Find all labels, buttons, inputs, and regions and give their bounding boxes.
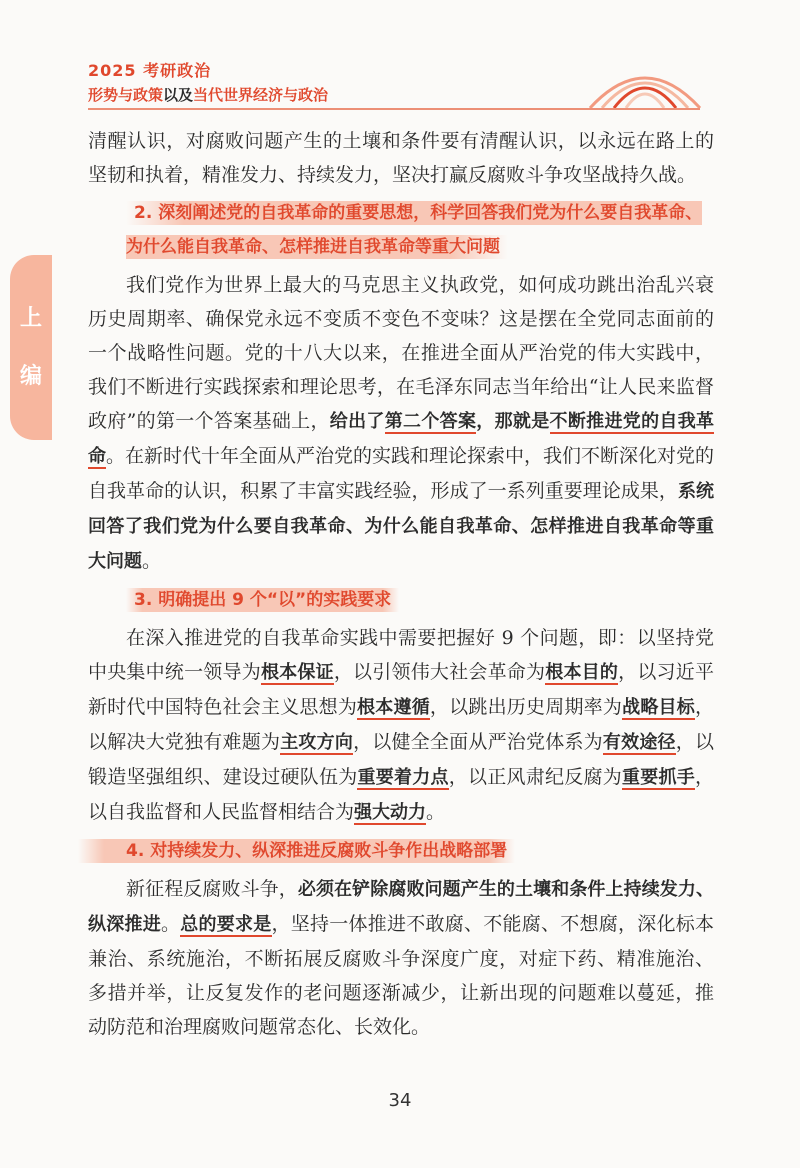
p4-bold-1: 必须在铲除腐败问题产生的土壤和条件上持续发力、纵深推进 (88, 879, 714, 935)
p3-text-2: ，以引领伟大社会革命为 (333, 661, 546, 683)
book-subtitle (88, 84, 328, 105)
p3-text-5: ，以解决大党独有难题为 (88, 696, 714, 753)
p3-text-3: ，以习近平新时代中国特色社会主义思想为 (88, 661, 714, 718)
heading-4 (88, 834, 714, 868)
p4-text-3: ，坚持一体推进不敢腐、不能腐、不想腐，深化标本兼治、系统施治，不断拓展反腐败斗争深度广度，对症下药、精准施治、多措并举，让反复发作的老问题逐渐减少，让新出现的问题难以蔓延，推动防范和治理腐败问题常态化、长效化。 (88, 913, 714, 1038)
p3-underline-6: 有效途径 (602, 732, 676, 753)
p3-text-10: 。 (426, 801, 446, 823)
page-content (88, 124, 714, 1044)
subtitle-part-2: 以及 (163, 86, 194, 104)
p4-text-1: 新征程反腐败斗争， (126, 878, 298, 900)
p2-text-3: 。 (142, 550, 162, 572)
page-number: 34 (388, 1090, 412, 1111)
p2-underline-2: 不断推进党的自我革命 (88, 411, 715, 467)
p3-text-9: ，以自我监督和人民监督相结合为 (88, 766, 714, 823)
side-tab-char-2: 编 (19, 363, 42, 389)
section-side-tab (10, 255, 52, 440)
p3-text-1: 在深入推进党的自我革命实践中需要把握好 9 个问题，即：以坚持党中央集中统一领导为 (88, 627, 714, 683)
p3-underline-8: 重要抓手 (621, 767, 695, 788)
subtitle-part-1: 形势与政策 (88, 86, 164, 104)
heading-2-text: 2. 深刻阐述党的自我革命的重要思想，科学回答我们党为什么要自我革命、为什么能自我革命、怎样推进自我革命等重大问题 (126, 203, 703, 257)
p2-bold-1: 给出了 (329, 411, 385, 432)
heading-4-text: 4. 对持续发力、纵深推进反腐败斗争作出战略部署 (78, 839, 515, 863)
p3-text-4: ，以跳出历史周期率为 (429, 696, 623, 718)
p3-underline-5: 主攻方向 (280, 732, 354, 753)
heading-3-text: 3. 明确提出 9 个“以”的实践要求 (126, 588, 399, 612)
p3-text-7: ，以锻造坚强组织、建设过硬队伍为 (88, 731, 714, 788)
page-header (0, 0, 800, 115)
subtitle-part-3: 当代世界经济与政治 (193, 86, 329, 104)
p2-bold-3: 系统回答了我们党为什么要自我革命、为什么能自我革命、怎样推进自我革命等重大问题 (88, 481, 714, 572)
paragraph-1: 清醒认识，对腐败问题产生的土壤和条件要有清醒认识，以永远在路上的坚韧和执着，精准发力、持续发力，坚决打赢反腐败斗争攻坚战持久战。 (88, 130, 714, 186)
p3-underline-3: 根本遵循 (357, 697, 430, 718)
paragraph-2 (88, 268, 714, 579)
p2-text-1: 我们党作为世界上最大的马克思主义执政党，如何成功跳出治乱兴衰历史周期率、确保党永远不变质不变色不变味？这是摆在全党同志面前的一个战略性问题。党的十八大以来，在推进全面从严治党的伟大实践中，我们不断进行实践探索和理论思考，在毛泽东同志当年给出“让人民来监督政府”的第一个答案基础上， (88, 274, 714, 432)
book-title: 2025 考研政治 (88, 61, 212, 80)
p3-underline-9: 强大动力 (354, 802, 427, 823)
p4-text-2: 。 (161, 913, 181, 935)
p2-text-2: 。在新时代十年全面从严治党的实践和理论探索中，我们不断深化对党的自我革命的认识，积累了丰富实践经验，形成了一系列重要理论成果， (88, 445, 715, 502)
p3-underline-7: 重要着力点 (357, 767, 449, 788)
decorative-arcs-icon (580, 50, 710, 112)
p3-underline-4: 战略目标 (622, 697, 695, 718)
p3-underline-1: 根本保证 (260, 662, 334, 683)
p4-underline-1: 总的要求是 (180, 914, 272, 935)
header-divider (88, 108, 700, 110)
p3-text-6: ，以健全全面从严治党体系为 (353, 731, 603, 753)
heading-2 (88, 196, 714, 264)
side-tab-char-1: 上 (19, 305, 42, 331)
heading-3 (88, 583, 714, 617)
paragraph-4 (88, 872, 714, 1044)
p3-underline-2: 根本目的 (545, 662, 619, 683)
p3-text-8: ，以正风肃纪反腐为 (448, 766, 622, 788)
p2-bold-2: ，那就是 (476, 411, 550, 432)
p2-underline-1: 第二个答案 (384, 411, 477, 432)
paragraph-3 (88, 621, 714, 830)
